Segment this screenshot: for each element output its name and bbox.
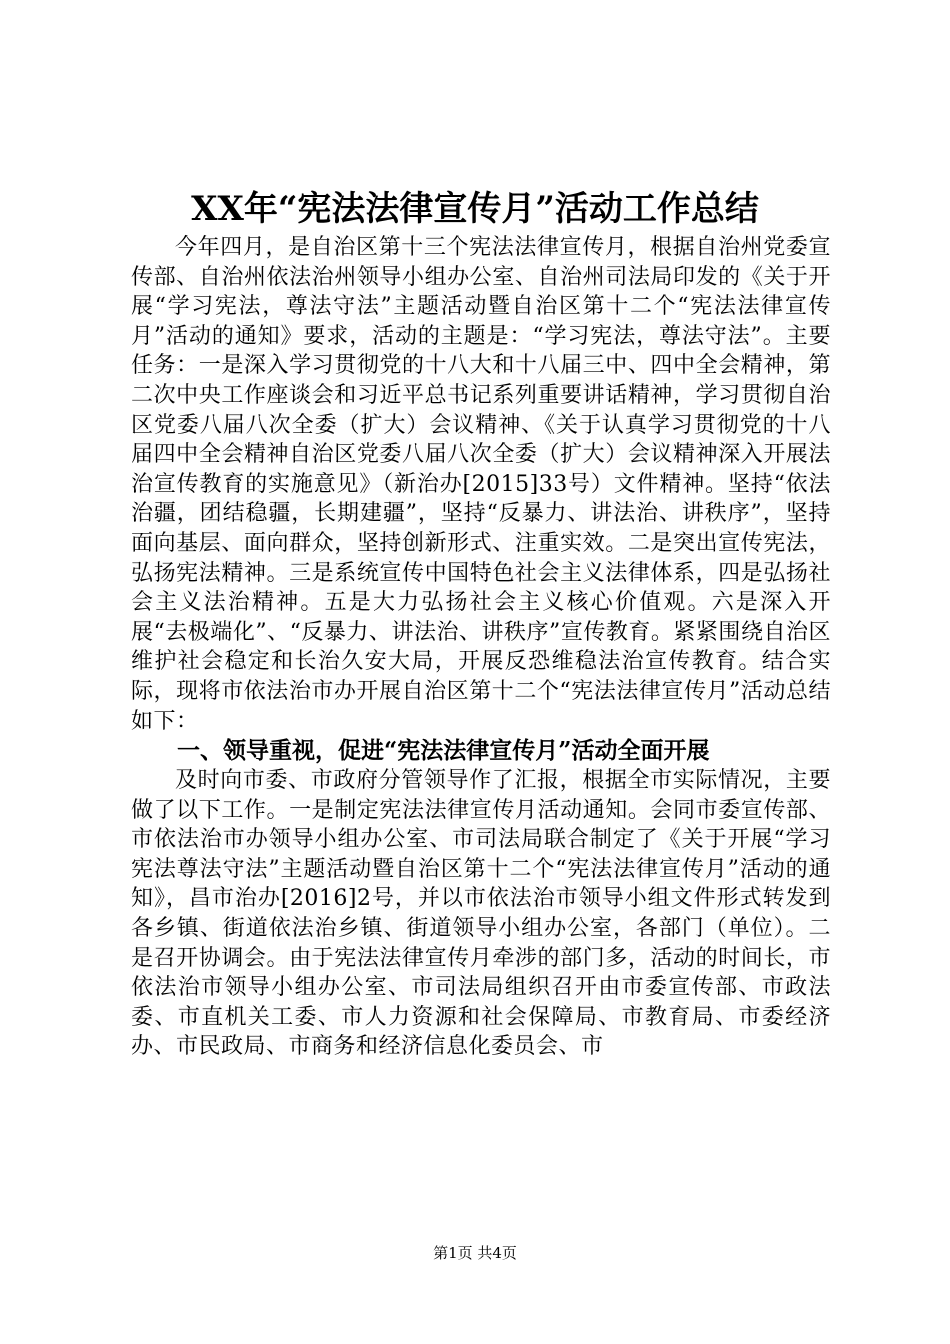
paragraph-section-1: 及时向市委、市政府分管领导作了汇报，根据全市实际情况，主要做了以下工作。一是制定宪法法律宣传月活动通知。会同市委宣传部、市依法治市办领导小组办公室、市司法局联合制定了《关于开展“学习宪法尊法守法”主题活动暨自治区第十二个“宪法法律宣传月”活动的通知》，昌市治办[2016]2号，并以市依法治市领导小组文件形式转发到各乡镇、街道依法治乡镇、街道领导小组办公室，各部门（单位）。二是召开协调会。由于宪法法律宣传月牵涉的部门多，活动的时间长，市依法治市领导小组办公室、市司法局组织召开由市委宣传部、市政法委、市直机关工委、市人力资源和社会保障局、市教育局、市委经济办、市民政局、市商务和经济信息化委员会、市 xyxy=(131,768,831,1060)
document-body xyxy=(131,233,831,1062)
document-title: XX年“宪法法律宣传月”活动工作总结 xyxy=(191,189,759,229)
page-number-footer: 第1页 共4页 xyxy=(433,1244,517,1262)
section-heading-1: 一、领导重视，促进“宪法法律宣传月”活动全面开展 xyxy=(177,737,710,765)
paragraph-intro: 今年四月，是自治区第十三个宪法法律宣传月，根据自治州党委宣传部、自治州依法治州领导小组办公室、自治州司法局印发的《关于开展“学习宪法，尊法守法”主题活动暨自治区第十二个“宪法法律宣传月”活动的通知》要求，活动的主题是：“学习宪法，尊法守法”。主要任务：一是深入学习贯彻党的十八大和十八届三中、四中全会精神，第二次中央工作座谈会和习近平总书记系列重要讲话精神，学习贯彻自治区党委八届八次全委（扩大）会议精神、《关于认真学习贯彻党的十八届四中全会精神自治区党委八届八次全委（扩大）会议精神深入开展法治宣传教育的实施意见》（新治办[2015]33号）文件精神。坚持“依法治疆，团结稳疆，长期建疆”，坚持“反暴力、讲法治、讲秩序”，坚持面向基层、面向群众，坚持创新形式、注重实效。二是突出宣传宪法，弘扬宪法精神。三是系统宣传中国特色社会主义法律体系，四是弘扬社会主义法治精神。五是大力弘扬社会主义核心价值观。六是深入开展“去极端化”、“反暴力、讲法治、讲秩序”宣传教育。紧紧围绕自治区维护社会稳定和长治久安大局，开展反恐维稳法治宣传教育。结合实际，现将市依法治市办开展自治区第十二个“宪法法律宣传月”活动总结如下： xyxy=(131,235,831,734)
